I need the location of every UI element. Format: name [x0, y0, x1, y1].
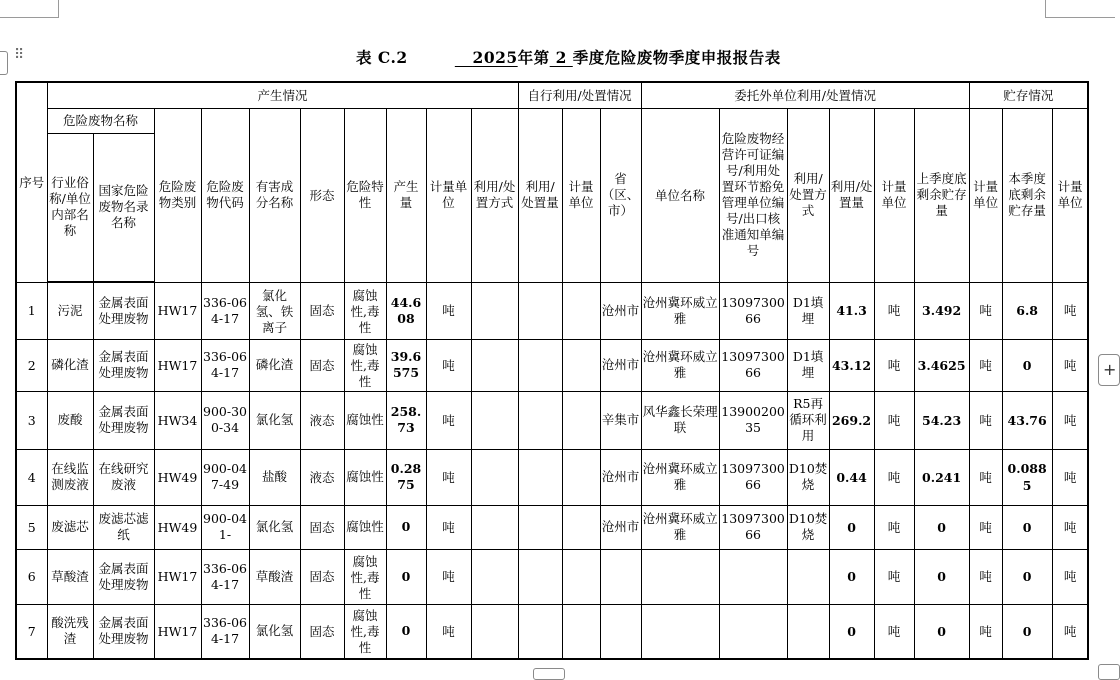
cell-national-name[interactable]: 金属表面处理废物: [93, 339, 154, 391]
table-row: [16, 604, 1088, 659]
table-row: [16, 505, 1088, 549]
cell-province[interactable]: 沧州市: [600, 339, 641, 391]
cell-self-method[interactable]: [471, 505, 518, 549]
header-seq: 序号: [16, 82, 47, 282]
cell-license[interactable]: 1309730066: [719, 339, 787, 391]
cell-hazard-text: 腐蚀性,毒性: [350, 608, 380, 656]
cell-form[interactable]: 固态: [300, 505, 344, 549]
header-subgroup-row: [16, 108, 1088, 133]
add-column-plus-icon[interactable]: +: [1098, 354, 1120, 386]
cell-seq[interactable]: 6: [16, 549, 47, 604]
cell-ent-unit[interactable]: 吨: [874, 604, 914, 659]
header-unit: 计量单位: [426, 108, 471, 282]
cell-company[interactable]: [641, 449, 719, 505]
header-license: 危险废物经营许可证编号/利用处置环节豁免管理单位编号/出口核准通知单编号: [719, 108, 787, 282]
table-row: [16, 391, 1088, 449]
cell-hazard-text: 腐蚀性: [346, 412, 384, 427]
cell-industry-name[interactable]: 草酸渣: [47, 549, 93, 604]
cell-hazard[interactable]: [344, 604, 386, 659]
table-row: [16, 339, 1088, 391]
cell-self-method[interactable]: [471, 282, 518, 339]
header-group-row: [16, 82, 1088, 108]
cell-category[interactable]: HW49: [154, 505, 201, 549]
cell-hazard-text: 腐蚀性: [346, 469, 384, 484]
cell-self-amount[interactable]: [518, 449, 562, 505]
cell-self-amount[interactable]: [518, 604, 562, 659]
cell-ent-unit[interactable]: 吨: [874, 391, 914, 449]
page-corner-mark-top-left: [0, 0, 59, 18]
cell-last-unit[interactable]: 吨: [969, 604, 1002, 659]
cell-category[interactable]: HW17: [154, 339, 201, 391]
cell-company[interactable]: [641, 339, 719, 391]
header-production: 产生情况: [47, 82, 518, 108]
cell-company[interactable]: [641, 391, 719, 449]
cell-license[interactable]: 1309730066: [719, 449, 787, 505]
cell-last-storage[interactable]: 3.4625: [914, 339, 969, 391]
cell-self-unit[interactable]: [562, 282, 600, 339]
table-row: [16, 282, 1088, 339]
cell-self-amount[interactable]: [518, 391, 562, 449]
cell-last-storage[interactable]: 0.241: [914, 449, 969, 505]
header-this-unit: 计量单位: [1052, 108, 1088, 282]
cell-company-text: 沧州冀环威立雅: [642, 511, 718, 542]
header-entrusted: 委托外单位利用/处置情况: [641, 82, 969, 108]
cell-last-unit[interactable]: 吨: [969, 282, 1002, 339]
cell-harmful[interactable]: [249, 505, 300, 549]
cell-harmful-text: 磷化渣: [255, 357, 294, 372]
header-self-method: 利用/处置方式: [471, 108, 518, 282]
cell-form[interactable]: 液态: [300, 449, 344, 505]
cell-this-unit[interactable]: 吨: [1052, 604, 1088, 659]
cell-hazard[interactable]: [344, 391, 386, 449]
cell-code[interactable]: 336-064-17: [201, 604, 249, 659]
cell-amount[interactable]: 0: [829, 549, 874, 604]
cell-seq[interactable]: 3: [16, 391, 47, 449]
table-resize-handle[interactable]: [1098, 664, 1120, 680]
cell-code[interactable]: 900-300-34: [201, 391, 249, 449]
cell-method[interactable]: R5再循环利用: [787, 391, 829, 449]
cell-harmful[interactable]: [249, 339, 300, 391]
cell-self-unit[interactable]: [562, 505, 600, 549]
title-year-underline: [455, 48, 518, 67]
cell-seq[interactable]: 5: [16, 505, 47, 549]
cell-national-name[interactable]: 金属表面处理废物: [93, 604, 154, 659]
cell-ent-unit[interactable]: 吨: [874, 282, 914, 339]
cell-method[interactable]: [787, 549, 829, 604]
cell-hazard[interactable]: [344, 549, 386, 604]
cell-quantity[interactable]: 258.73: [386, 391, 426, 449]
cell-unit[interactable]: 吨: [426, 549, 471, 604]
header-hazard: 危险特性: [344, 108, 386, 282]
cell-industry-name[interactable]: 酸洗残渣: [47, 604, 93, 659]
cell-unit[interactable]: 吨: [426, 505, 471, 549]
cell-this-storage[interactable]: 6.8: [1002, 282, 1052, 339]
cell-code[interactable]: 900-047-49: [201, 449, 249, 505]
cell-harmful-text: 盐酸: [261, 469, 287, 484]
cell-harmful-text: 草酸渣: [255, 568, 294, 584]
cell-code[interactable]: 336-064-17: [201, 549, 249, 604]
title-main-text: 季度危险废物季度申报报告表: [572, 48, 781, 67]
cell-ent-unit[interactable]: 吨: [874, 549, 914, 604]
cell-method[interactable]: D1填埋: [787, 282, 829, 339]
cell-company-text: 沧州冀环威立雅: [642, 349, 718, 380]
cell-amount[interactable]: 269.2: [829, 391, 874, 449]
header-quantity: 产生量: [386, 108, 426, 282]
cell-last-unit[interactable]: 吨: [969, 449, 1002, 505]
cell-category[interactable]: HW17: [154, 604, 201, 659]
cell-method[interactable]: D10焚烧: [787, 505, 829, 549]
cell-amount[interactable]: 0: [829, 505, 874, 549]
cell-quantity[interactable]: 0: [386, 604, 426, 659]
cell-company[interactable]: [641, 505, 719, 549]
cell-license[interactable]: [719, 549, 787, 604]
cell-quantity[interactable]: 0: [386, 505, 426, 549]
cell-form[interactable]: 液态: [300, 391, 344, 449]
cell-self-amount[interactable]: [518, 282, 562, 339]
cell-seq[interactable]: 1: [16, 282, 47, 339]
title-quarter-prefix: 年第: [517, 48, 550, 67]
cell-company[interactable]: [641, 549, 719, 604]
cell-self-unit[interactable]: [562, 604, 600, 659]
cell-industry-name[interactable]: 在线监测废液: [47, 449, 93, 505]
cell-form[interactable]: 固态: [300, 282, 344, 339]
cell-this-unit[interactable]: 吨: [1052, 282, 1088, 339]
header-storage: 贮存情况: [969, 82, 1088, 108]
cell-unit[interactable]: 吨: [426, 604, 471, 659]
cell-industry-name[interactable]: 磷化渣: [47, 339, 93, 391]
cell-harmful-text: 氯化氢、铁离子: [255, 287, 294, 335]
cell-company[interactable]: [641, 604, 719, 659]
cell-category[interactable]: HW17: [154, 282, 201, 339]
cell-code[interactable]: 900-041-: [201, 505, 249, 549]
title-quarter-number: 2: [549, 48, 573, 67]
cell-hazard-text: 腐蚀性,毒性: [350, 287, 380, 335]
cell-industry-name[interactable]: 废滤芯: [47, 505, 93, 549]
cell-last-storage[interactable]: 0: [914, 604, 969, 659]
left-margin-tab[interactable]: [0, 51, 8, 75]
cell-province[interactable]: [600, 549, 641, 604]
cell-this-unit[interactable]: 吨: [1052, 391, 1088, 449]
cell-province[interactable]: 沧州市: [600, 282, 641, 339]
hazardous-waste-report-table: [15, 81, 1089, 660]
header-category: 危险废物类别: [154, 108, 201, 282]
cell-self-unit[interactable]: [562, 449, 600, 505]
cell-province[interactable]: 沧州市: [600, 505, 641, 549]
cell-this-unit[interactable]: 吨: [1052, 549, 1088, 604]
cell-this-unit[interactable]: 吨: [1052, 505, 1088, 549]
cell-last-storage[interactable]: 54.23: [914, 391, 969, 449]
cell-category[interactable]: HW49: [154, 449, 201, 505]
cell-ent-unit[interactable]: 吨: [874, 449, 914, 505]
cell-national-name[interactable]: 金属表面处理废物: [93, 549, 154, 604]
cell-national-name[interactable]: 金属表面处理废物: [93, 391, 154, 449]
cell-company-text: 风华鑫长荣理联: [642, 404, 718, 435]
cell-self-amount[interactable]: [518, 505, 562, 549]
header-code: 危险废物代码: [201, 108, 249, 282]
header-harmful: 有害成分名称: [249, 108, 300, 282]
cell-harmful[interactable]: [249, 604, 300, 659]
cell-harmful[interactable]: [249, 282, 300, 339]
cell-industry-name[interactable]: 废酸: [47, 391, 93, 449]
cell-method[interactable]: [787, 604, 829, 659]
header-self-use: 自行利用/处置情况: [518, 82, 641, 108]
cell-harmful-text: 氯化氢: [255, 623, 294, 639]
cell-last-unit[interactable]: 吨: [969, 505, 1002, 549]
table-drag-handle-icon[interactable]: ⠿: [14, 47, 24, 63]
cell-code[interactable]: 336-064-17: [201, 282, 249, 339]
cell-method[interactable]: D1填埋: [787, 339, 829, 391]
cell-form[interactable]: 固态: [300, 339, 344, 391]
cell-last-unit[interactable]: 吨: [969, 549, 1002, 604]
cell-harmful[interactable]: [249, 449, 300, 505]
cell-national-name[interactable]: 金属表面处理废物: [93, 282, 154, 339]
header-province: 省（区、市）: [600, 108, 641, 282]
title-year: 2025: [472, 48, 518, 67]
cell-national-name[interactable]: 在线研究废液: [93, 449, 154, 505]
header-last-unit: 计量单位: [969, 108, 1002, 282]
cell-quantity[interactable]: 39.6575: [386, 339, 426, 391]
cell-code[interactable]: 336-064-17: [201, 339, 249, 391]
cell-seq[interactable]: 7: [16, 604, 47, 659]
cell-province[interactable]: 沧州市: [600, 449, 641, 505]
cell-seq[interactable]: 2: [16, 339, 47, 391]
cell-company[interactable]: [641, 282, 719, 339]
cell-province[interactable]: [600, 604, 641, 659]
cell-self-method[interactable]: [471, 604, 518, 659]
cell-hazard[interactable]: [344, 505, 386, 549]
cell-last-unit[interactable]: 吨: [969, 339, 1002, 391]
cell-self-method[interactable]: [471, 391, 518, 449]
cell-hazard[interactable]: [344, 339, 386, 391]
cell-unit[interactable]: 吨: [426, 391, 471, 449]
cell-harmful[interactable]: [249, 391, 300, 449]
cell-method[interactable]: D10焚烧: [787, 449, 829, 505]
cell-company-text: 沧州冀环威立雅: [642, 461, 718, 492]
cell-ent-unit[interactable]: 吨: [874, 339, 914, 391]
cell-license[interactable]: 1309730066: [719, 505, 787, 549]
cell-national-name[interactable]: 废滤芯滤纸: [93, 505, 154, 549]
cell-license[interactable]: 1390020035: [719, 391, 787, 449]
cell-this-unit[interactable]: 吨: [1052, 339, 1088, 391]
add-row-tab[interactable]: [533, 668, 565, 680]
cell-last-storage[interactable]: 3.492: [914, 282, 969, 339]
cell-unit[interactable]: 吨: [426, 339, 471, 391]
cell-unit[interactable]: 吨: [426, 449, 471, 505]
header-this-storage: 本季度底剩余贮存量: [1002, 108, 1052, 282]
header-ent-unit: 计量单位: [874, 108, 914, 282]
cell-harmful-text: 氯化氢: [255, 412, 294, 427]
table-row: [16, 449, 1088, 505]
cell-seq[interactable]: 4: [16, 449, 47, 505]
cell-hazard[interactable]: [344, 449, 386, 505]
cell-amount[interactable]: 43.12: [829, 339, 874, 391]
cell-this-storage[interactable]: 0.0885: [1002, 449, 1052, 505]
data-rows: [16, 282, 1088, 659]
cell-last-storage[interactable]: 0: [914, 549, 969, 604]
cell-this-storage[interactable]: 0: [1002, 604, 1052, 659]
cell-this-storage[interactable]: 0: [1002, 549, 1052, 604]
header-company: 单位名称: [641, 108, 719, 282]
cell-category[interactable]: HW34: [154, 391, 201, 449]
header-self-amount: 利用/处置量: [518, 108, 562, 282]
header-form: 形态: [300, 108, 344, 282]
cell-industry-name[interactable]: 污泥: [47, 282, 93, 339]
cell-category[interactable]: HW17: [154, 549, 201, 604]
cell-self-unit[interactable]: [562, 549, 600, 604]
cell-harmful[interactable]: [249, 549, 300, 604]
cell-this-unit[interactable]: 吨: [1052, 449, 1088, 505]
cell-license[interactable]: [719, 604, 787, 659]
cell-this-storage[interactable]: 43.76: [1002, 391, 1052, 449]
header-ent-amount: 利用/处置量: [829, 108, 874, 282]
cell-self-amount[interactable]: [518, 549, 562, 604]
cell-self-unit[interactable]: [562, 391, 600, 449]
cell-quantity[interactable]: 0: [386, 549, 426, 604]
header-waste-name: 危险废物名称: [47, 108, 154, 133]
cell-hazard-text: 腐蚀性,毒性: [350, 553, 380, 601]
table-number: 表 C.2: [356, 48, 408, 67]
cell-hazard-text: 腐蚀性: [346, 519, 384, 534]
cell-amount[interactable]: 0: [829, 604, 874, 659]
header-self-unit: 计量单位: [562, 108, 600, 282]
cell-hazard-text: 腐蚀性,毒性: [350, 342, 380, 389]
cell-self-unit[interactable]: [562, 339, 600, 391]
header-last-storage: 上季度底剩余贮存量: [914, 108, 969, 282]
cell-quantity[interactable]: 0.2875: [386, 449, 426, 505]
cell-this-storage[interactable]: 0: [1002, 505, 1052, 549]
cell-this-storage[interactable]: 0: [1002, 339, 1052, 391]
cell-self-method[interactable]: [471, 449, 518, 505]
cell-last-storage[interactable]: 0: [914, 505, 969, 549]
cell-harmful-text: 氯化氢: [255, 519, 294, 534]
cell-hazard[interactable]: [344, 282, 386, 339]
page-title: [356, 46, 781, 68]
cell-form[interactable]: 固态: [300, 604, 344, 659]
cell-amount[interactable]: 41.3: [829, 282, 874, 339]
cell-form[interactable]: 固态: [300, 549, 344, 604]
cell-company-text: 沧州冀环威立雅: [642, 294, 718, 326]
cell-unit[interactable]: 吨: [426, 282, 471, 339]
cell-self-method[interactable]: [471, 339, 518, 391]
header-industry-name: 行业俗称/单位内部名称: [47, 133, 93, 282]
header-national-name: 国家危险废物名录名称: [93, 133, 154, 282]
page-corner-mark-top-right: [1045, 0, 1115, 18]
cell-amount[interactable]: 0.44: [829, 449, 874, 505]
table-row: [16, 549, 1088, 604]
header-ent-method: 利用/处置方式: [787, 108, 829, 282]
cell-self-method[interactable]: [471, 549, 518, 604]
cell-license[interactable]: 1309730066: [719, 282, 787, 339]
cell-self-amount[interactable]: [518, 339, 562, 391]
cell-ent-unit[interactable]: 吨: [874, 505, 914, 549]
cell-last-unit[interactable]: 吨: [969, 391, 1002, 449]
cell-province[interactable]: 辛集市: [600, 391, 641, 449]
cell-quantity[interactable]: 44.608: [386, 282, 426, 339]
